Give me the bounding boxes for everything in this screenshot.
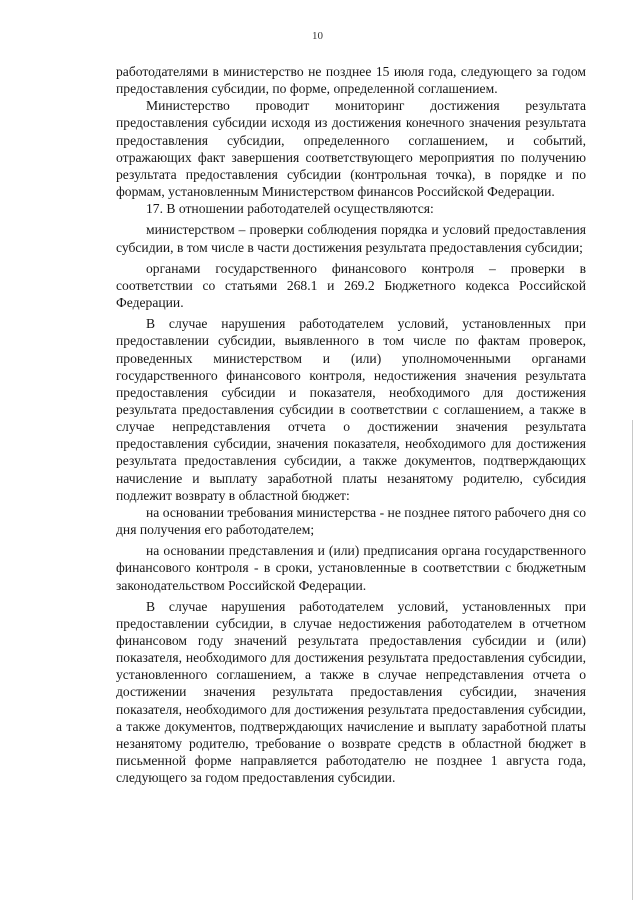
paragraph-report-deadline: работодателями в министерство не позднее 15 июля года, следующего за годом предоставления субсидии, по форме, определенной соглашением. (116, 64, 586, 97)
paragraph-violation-refund: В случае нарушения работодателем условий, установленных при предоставлении субсидии, выявленного в том числе по фактам проверок, проведенных министерством и (или) уполномоченными органами государственного финансового контроля, недостижения значения результата предоставления субсидии и показателя, необходимого для достижения результата предоставления субсидии в соответствии с соглашением, а также в случае непредставления отчета о достижении значения результата предоставления субсидии, значения показателя, необходимого для достижения результата предоставления субсидии, а также документов, подтверждающих начисление и выплату заработной платы незанятому родителю, субсидия подлежит возврату в областной бюджет: (116, 316, 586, 503)
scan-edge-line (632, 420, 633, 900)
paragraph-control-prescription: на основании представления и (или) предписания органа государственного финансового контроля - в сроки, установленные в соответствии с бюджетным законодательством Российской Федерации. (116, 543, 586, 593)
page-number: 10 (312, 30, 323, 42)
paragraph-financial-control-checks: органами государственного финансового контроля – проверки в соответствии со статьями 268.1 и 269.2 Бюджетного кодекса Российской Федерации. (116, 260, 586, 311)
paragraph-17-checks: 17. В отношении работодателей осуществляются: (146, 201, 434, 217)
document-body (116, 63, 586, 786)
paragraph-ministry-demand: на основании требования министерства - не позднее пятого рабочего дня со дня получения его работодателем; (116, 504, 586, 538)
paragraph-ministry-checks: министерством – проверки соблюдения порядка и условий предоставления субсидии, в том числе в части достижения результата предоставления субсидии; (116, 222, 586, 255)
paragraph-refund-requirement: В случае нарушения работодателем условий, установленных при предоставлении субсидии, в случае недостижения работодателем в отчетном финансовом году значений результата предоставления субсидии и (или) показателя, необходимого для достижения результата предоставления субсидии, установленного соглашением, а также в случае непредставления отчета о достижении значения результата предоставления субсидии, значения показателя, необходимого для достижения результата предоставления субсидии, а также документов, подтверждающих начисление и выплату заработной платы незанятому родителю, требование о возврате средств в областной бюджет в письменной форме направляется работодателю не позднее 1 августа года, следующего за годом предоставления субсидии. (116, 598, 586, 786)
paragraph-monitoring: Министерство проводит мониторинг достижения результата предоставления субсидии исходя из достижения конечного значения результата предоставления субсидии, определенного соглашением, и событий, отражающих факт завершения соответствующего мероприятия по получению результата предоставления субсидии (контрольная точка), в порядке и по формам, установленным Министерством финансов Российской Федерации. (116, 98, 586, 200)
